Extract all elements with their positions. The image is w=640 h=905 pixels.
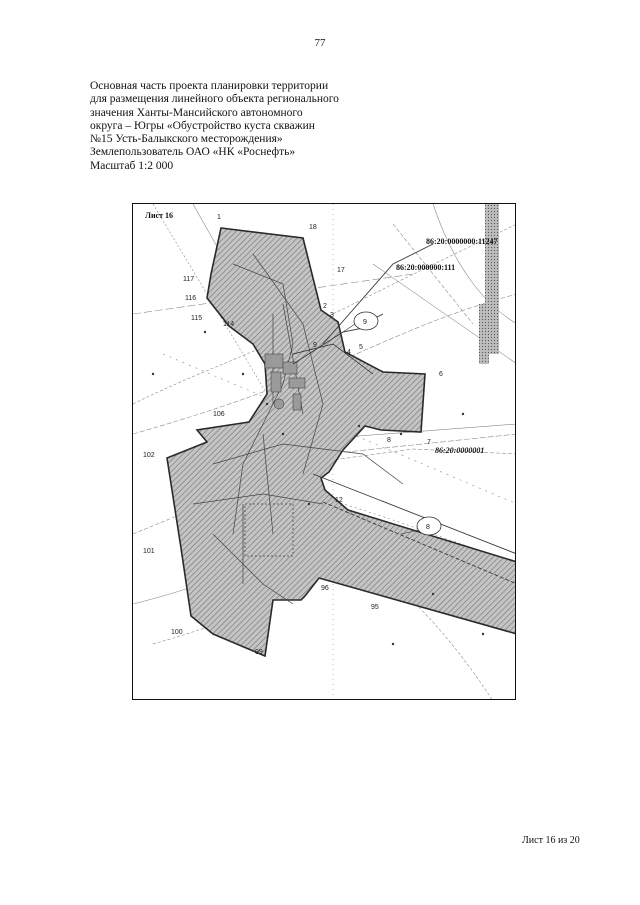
- point-label: 7: [427, 439, 431, 446]
- header-line: Землепользователь ОАО «НК «Роснефть»: [90, 146, 296, 159]
- cadastral-label: 86:20:000000:111: [396, 263, 456, 272]
- point-label: 95: [371, 604, 379, 611]
- point-label: 115: [191, 315, 203, 322]
- point-label: 116: [185, 295, 197, 302]
- sheet-label: Лист 16: [145, 211, 174, 220]
- dotted-strip: [479, 304, 489, 364]
- header-line: Основная часть проекта планировки территории: [90, 80, 329, 92]
- zone-marker-label: 9: [363, 319, 367, 326]
- point-label: 17: [337, 267, 345, 274]
- point-label: 102: [143, 452, 155, 459]
- sheet-footer: Лист 16 из 20: [522, 835, 580, 846]
- header-line: округа – Югры «Обустройство куста скважин: [90, 119, 315, 132]
- zone-marker-label: 8: [426, 524, 430, 531]
- point-label: 5: [359, 344, 363, 351]
- zone-marker: [354, 312, 378, 330]
- map-drawing: [133, 204, 516, 700]
- scale-line: Масштаб 1:2 000: [90, 159, 174, 172]
- point-label: 12: [335, 497, 343, 504]
- cadastral-label: 86:20:0000001: [435, 446, 485, 455]
- point-label: 3: [330, 312, 334, 319]
- zone-marker: [417, 517, 441, 535]
- header-line: значения Ханты-Мансийского автономного: [90, 106, 303, 119]
- point-label: 100: [171, 629, 183, 636]
- page-number: 77: [314, 37, 326, 49]
- point-label: 4: [347, 349, 351, 356]
- point-label: 117: [183, 276, 195, 283]
- point-label: 8: [387, 437, 391, 444]
- header-line: для размещения линейного объекта регионального: [90, 93, 339, 106]
- point-label: 9: [313, 342, 317, 349]
- point-label: 99: [255, 649, 263, 656]
- point-label: 106: [213, 411, 225, 418]
- point-label: 6: [439, 371, 443, 378]
- cadastral-label: 86:20:0000000:11247: [426, 237, 498, 246]
- point-label: 18: [309, 224, 317, 231]
- point-label: 114: [223, 321, 235, 328]
- point-label: 2: [323, 303, 327, 310]
- point-label: 1: [217, 214, 221, 221]
- point-label: 101: [143, 548, 155, 555]
- header-line: №15 Усть-Балыкского месторождения»: [90, 133, 283, 146]
- planning-map: [132, 203, 516, 700]
- point-label: 96: [321, 585, 329, 592]
- document-header: [90, 80, 420, 173]
- planning-zone: [167, 228, 516, 656]
